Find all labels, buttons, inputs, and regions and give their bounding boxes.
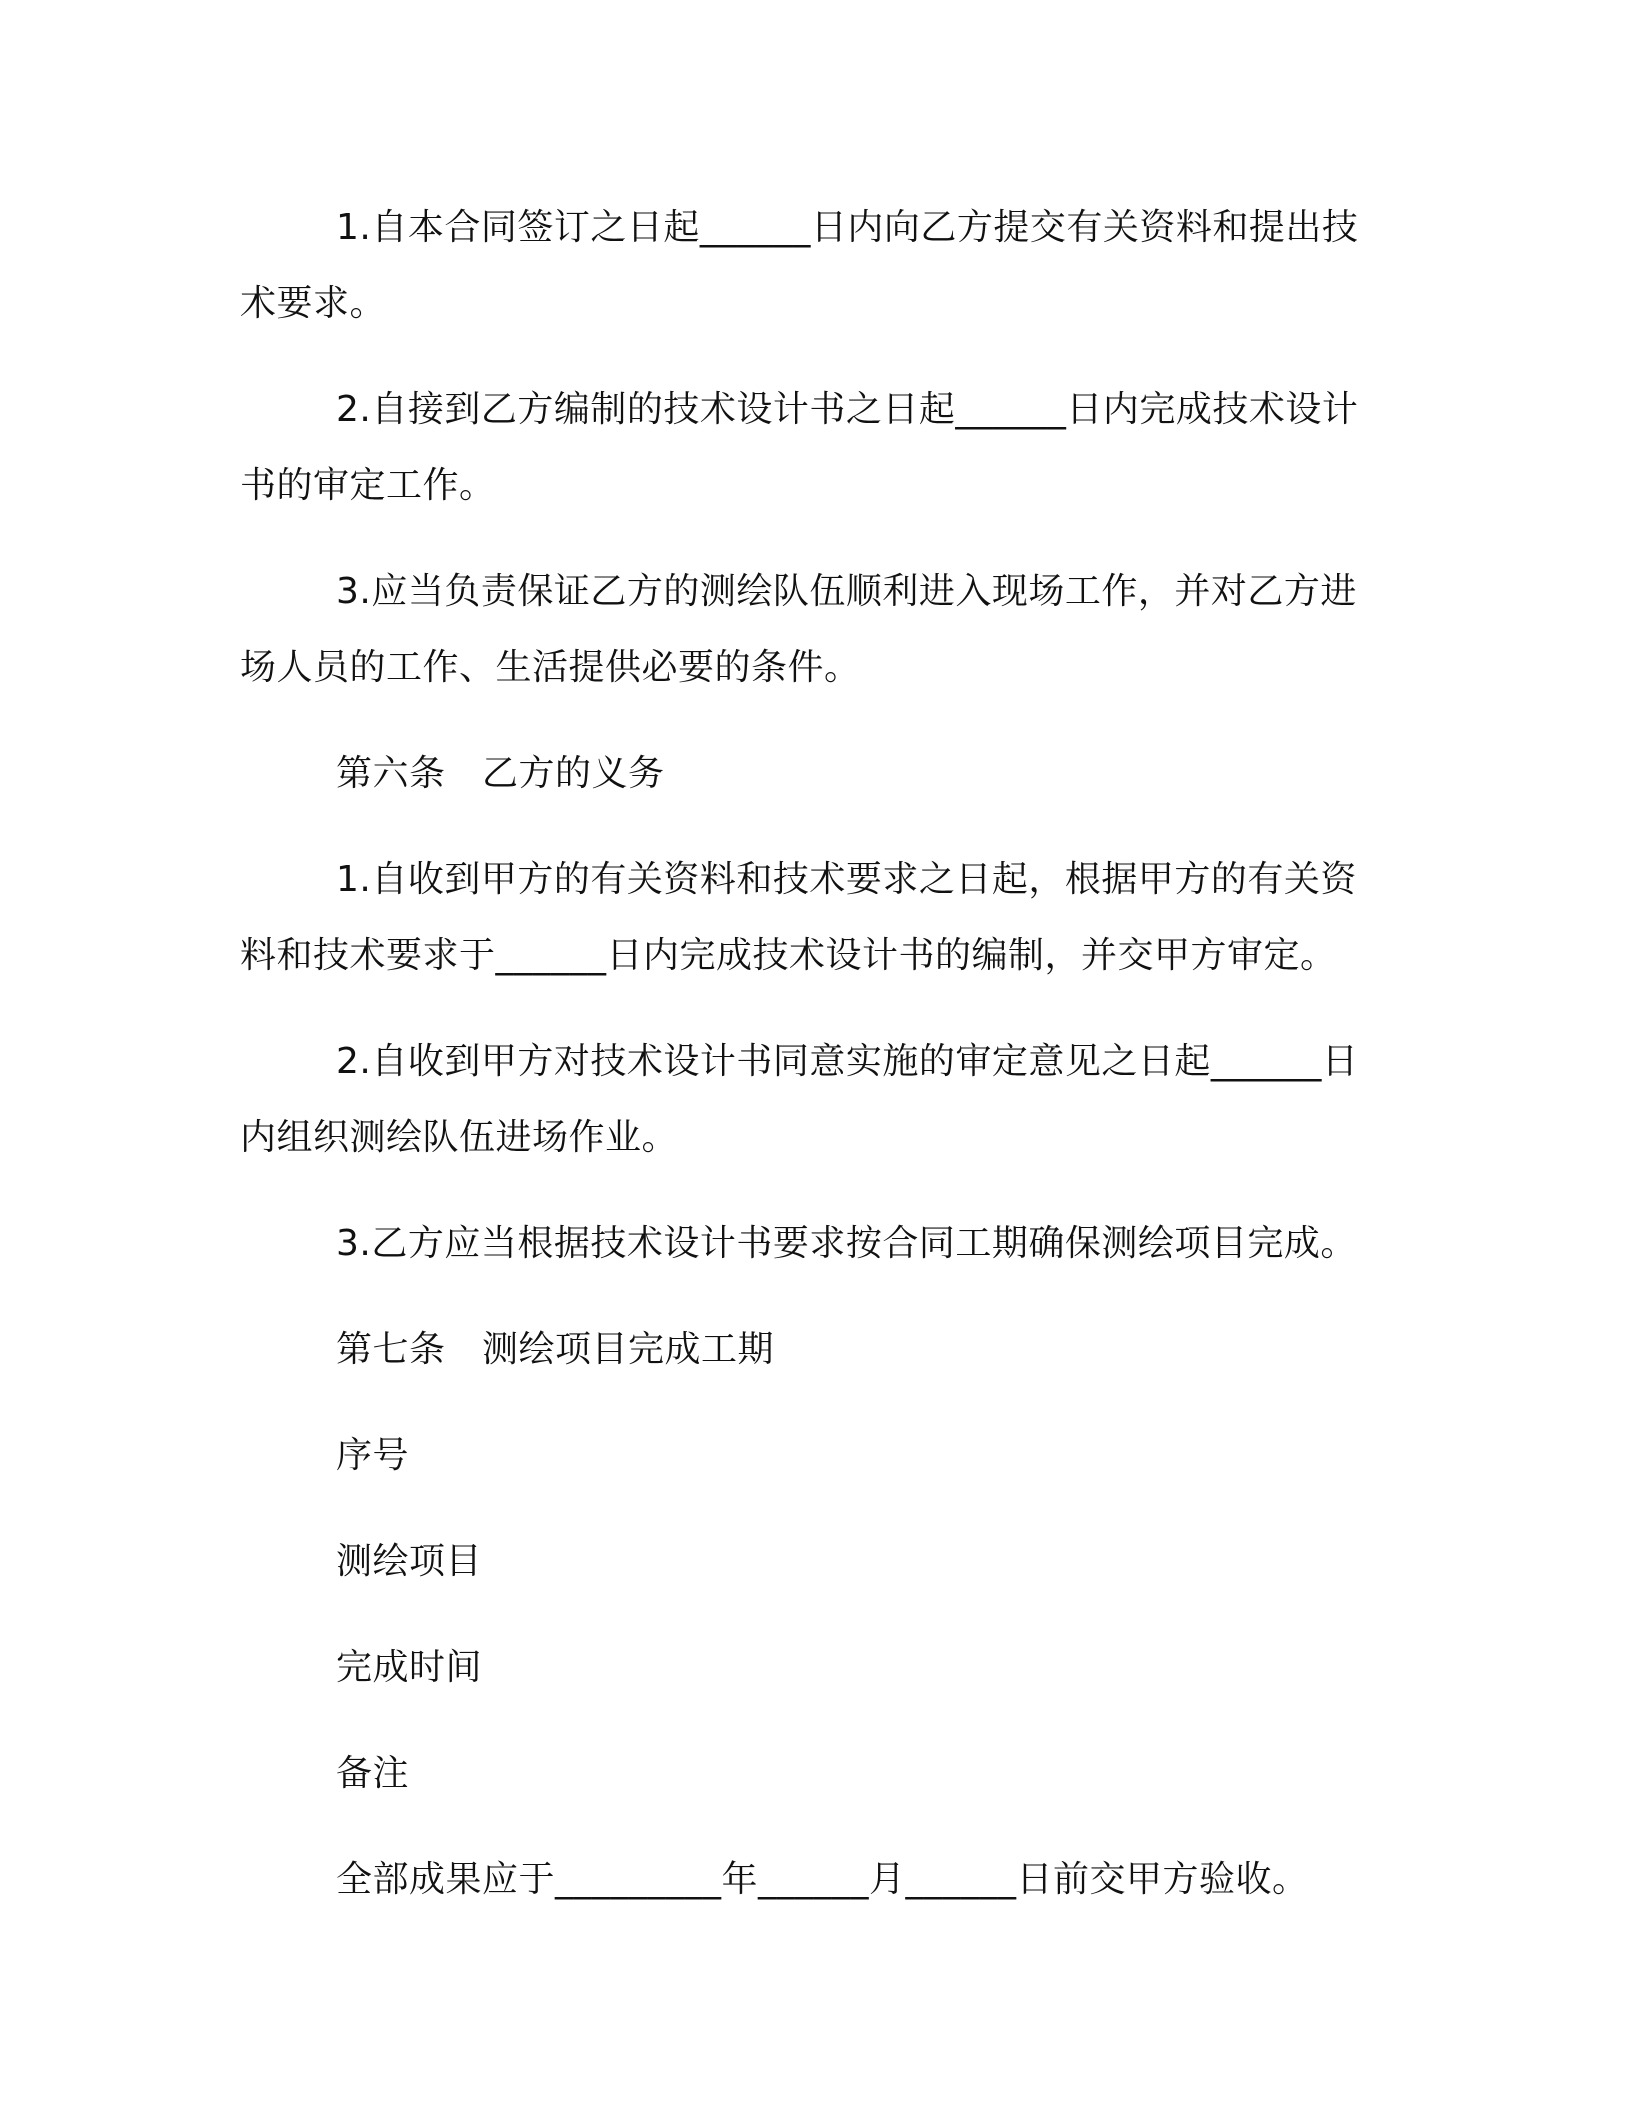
clause-6-item-1: 1.自收到甲方的有关资料和技术要求之日起，根据甲方的有关资料和技术要求于______日内完成技术设计书的编制，并交甲方审定。 — [240, 859, 1357, 976]
clause-7-heading: 第七条 测绘项目完成工期 — [336, 1329, 775, 1370]
clause-6-item-2: 2.自收到甲方对技术设计书同意实施的审定意见之日起______日内组织测绘队伍进场作业。 — [240, 1041, 1359, 1158]
clause-6-item-3: 3.乙方应当根据技术设计书要求按合同工期确保测绘项目完成。 — [336, 1223, 1357, 1264]
table-header-serial: 序号 — [336, 1435, 410, 1476]
clause-5-item-1: 1.自本合同签订之日起______日内向乙方提交有关资料和提出技术要求。 — [240, 207, 1359, 324]
delivery-deadline: 全部成果应于_________年______月______日前交甲方验收。 — [336, 1859, 1309, 1900]
clause-5-item-3: 3.应当负责保证乙方的测绘队伍顺利进入现场工作，并对乙方进场人员的工作、生活提供必要的条件。 — [240, 571, 1357, 688]
table-header-completion-time: 完成时间 — [336, 1647, 483, 1688]
clause-6-heading: 第六条 乙方的义务 — [336, 753, 665, 794]
document-body — [240, 190, 1390, 1918]
clause-5-item-2: 2.自接到乙方编制的技术设计书之日起______日内完成技术设计书的审定工作。 — [240, 389, 1359, 506]
table-header-project: 测绘项目 — [336, 1541, 483, 1582]
table-header-remarks: 备注 — [336, 1753, 410, 1794]
